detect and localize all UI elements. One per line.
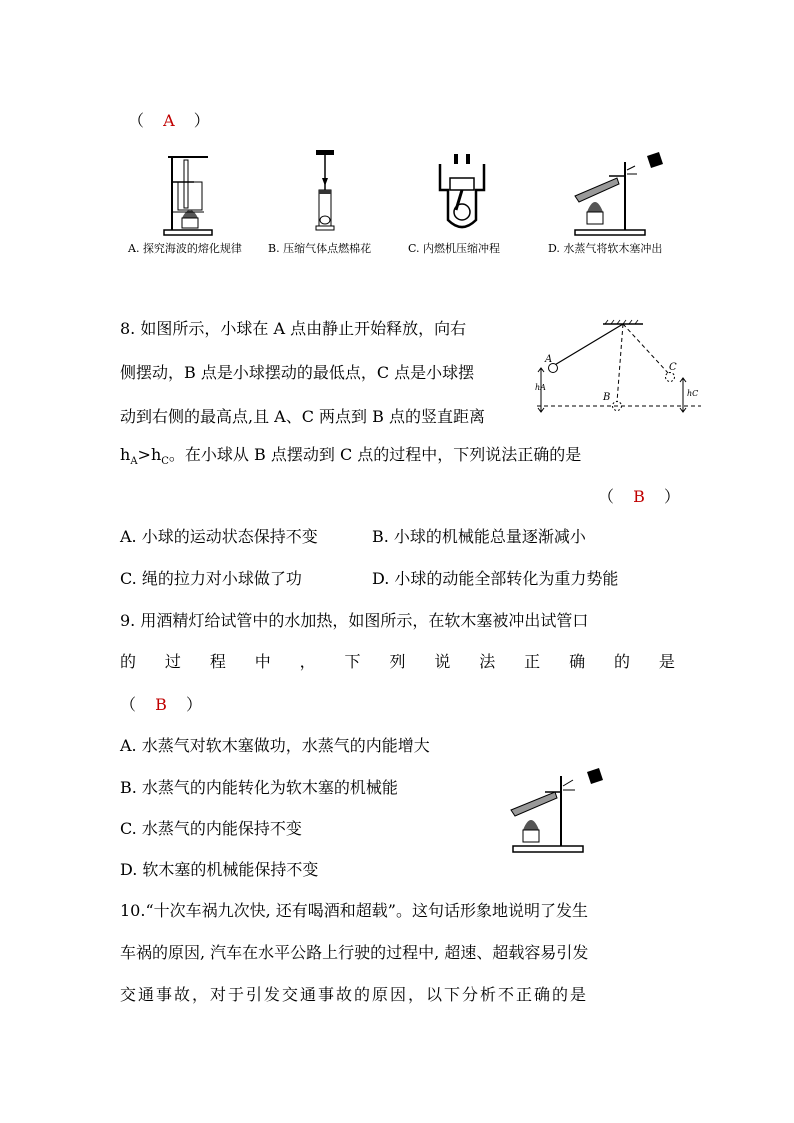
q7-figure-d-steam-cork xyxy=(565,152,675,237)
q8-answer: B xyxy=(633,487,645,506)
q9-answer-line: （ B ） xyxy=(120,695,202,714)
q8-pendulum-figure xyxy=(533,318,703,418)
q8-option-a: A. 小球的运动状态保持不变 xyxy=(120,527,318,546)
q10-line-3: 交通事故，对于引发交通事故的原因，以下分析不正确的是 xyxy=(120,985,589,1004)
q8-option-d: D. 小球的动能全部转化为重力势能 xyxy=(372,569,619,588)
q8-line-4: $h_A>h_C$。在小球从 B 点摆动到 C 点的过程中，下列说法正确的是 xyxy=(120,445,582,468)
q8-line-2: 侧摆动，B 点是小球摆动的最低点，C 点是小球摆 xyxy=(120,363,475,382)
q8-label-hc: hC xyxy=(687,389,699,398)
q10-line-2: 车祸的原因, 汽车在水平公路上行驶的过程中, 超速、超载容易引发 xyxy=(120,943,589,962)
q8-option-b: B. 小球的机械能总量逐渐减小 xyxy=(372,527,586,546)
q8-answer-line: （ B ） xyxy=(598,487,680,506)
q8-label-ha: hA xyxy=(535,383,546,392)
q9-option-a: A. 水蒸气对软木塞做功，水蒸气的内能增大 xyxy=(120,736,430,755)
q7-answer-line: （ A ） xyxy=(128,111,210,130)
q9-option-d: D. 软木塞的机械能保持不变 xyxy=(120,860,319,879)
q8-label-a: A xyxy=(545,354,553,365)
q7-figure-c-engine-cylinder xyxy=(432,150,492,235)
q7-caption-b: B. 压缩气体点燃棉花 xyxy=(268,242,372,255)
q9-option-c: C. 水蒸气的内能保持不变 xyxy=(120,819,302,838)
q7-caption-c: C. 内燃机压缩冲程 xyxy=(408,242,501,255)
q7-caption-a: A. 探究海波的熔化规律 xyxy=(128,242,242,255)
q9-line-2: 的 过 程 中 ， 下 列 说 法 正 确 的 是 xyxy=(120,652,675,671)
q8-line-1: 8. 如图所示，小球在 A 点由静止开始释放，向右 xyxy=(120,319,467,338)
q9-option-b: B. 水蒸气的内能转化为软木塞的机械能 xyxy=(120,778,398,797)
q9-line-1: 9. 用酒精灯给试管中的水加热，如图所示，在软木塞被冲出试管口 xyxy=(120,611,589,630)
q10-line-1: 10.“十次车祸九次快, 还有喝酒和超载”。这句话形象地说明了发生 xyxy=(120,901,588,920)
q9-steam-cork-figure xyxy=(505,766,617,854)
q7-answer: A xyxy=(163,111,175,130)
q8-option-c: C. 绳的拉力对小球做了功 xyxy=(120,569,302,588)
q8-label-c: C xyxy=(669,362,677,373)
q7-figure-b-compression-tube xyxy=(310,150,340,235)
q8-label-b: B xyxy=(603,392,611,403)
q8-line-3: 动到右侧的最高点,且 A、C 两点到 B 点的竖直距离 xyxy=(120,407,485,426)
q9-answer: B xyxy=(155,695,167,714)
q7-figure-a-melting-apparatus xyxy=(158,152,218,237)
q7-caption-d: D. 水蒸气将软木塞冲出 xyxy=(548,242,663,255)
